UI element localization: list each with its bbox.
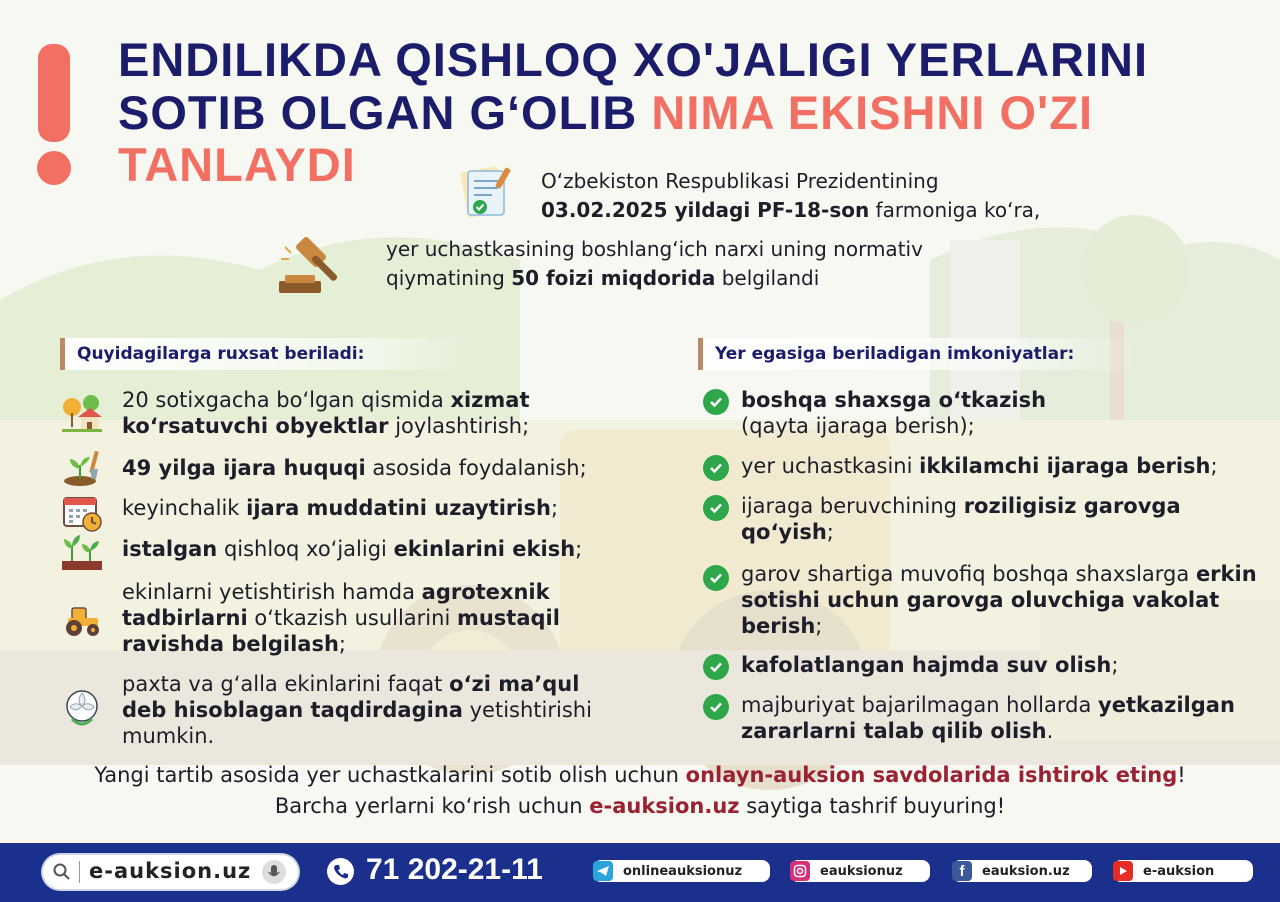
check-icon <box>703 654 729 680</box>
auction-link[interactable]: onlayn-auksion savdolarida ishtirok eting <box>685 763 1178 787</box>
left-item-1: 20 sotixgacha bo‘lgan qismida xizmat ko‘rsatuvchi obyektlar joylashtirish; <box>122 388 530 438</box>
seedling-shovel-icon <box>62 447 102 487</box>
sprouts-icon <box>62 531 102 571</box>
left-item-5: ekinlarni yetishtirish hamda agrotexnik tadbirlarni o‘tkazish usullarini mustaqil ravishda belgilash; <box>122 580 560 656</box>
check-icon <box>703 495 729 521</box>
website-link[interactable]: e-auksion.uz <box>589 794 740 818</box>
youtube-link[interactable]: e-auksion <box>1113 860 1253 882</box>
right-section-title: Yer egasiga beriladigan imkoniyatlar: <box>698 338 1138 370</box>
exclamation-bar-icon <box>38 44 70 142</box>
right-item-2: yer uchastkasini ikkilamchi ijaraga berish; <box>741 454 1218 478</box>
trees-house-icon <box>62 393 102 433</box>
youtube-icon <box>1113 861 1133 881</box>
search-icon <box>53 863 71 881</box>
right-item-5: kafolatlangan hajmda suv olish; <box>741 653 1119 677</box>
microphone-icon[interactable] <box>262 860 286 884</box>
document-icon <box>458 163 520 221</box>
cotton-icon <box>62 689 102 729</box>
phone-icon <box>327 858 354 885</box>
headline-line1: ENDILIKDA QISHLOQ XO'JALIGI YERLARINI <box>118 33 1149 86</box>
left-section-title: Quyidagilarga ruxsat beriladi: <box>60 338 480 370</box>
check-icon <box>703 389 729 415</box>
check-icon <box>703 455 729 481</box>
left-item-4: istalgan qishloq xo‘jaligi ekinlarini ekish; <box>122 537 583 561</box>
tractor-icon <box>62 598 102 638</box>
instagram-link[interactable]: eauksionuz <box>790 860 930 882</box>
facebook-icon: f <box>952 861 972 881</box>
right-item-6: majburiyat bajarilmagan hollarda yetkazilgan zararlarni talab qilib olish. <box>741 693 1235 743</box>
search-text: e-auksion.uz <box>89 859 252 883</box>
check-icon <box>703 694 729 720</box>
decree-line1: O‘zbekiston Respublikasi Prezidentining <box>541 169 939 193</box>
exclamation-dot-icon <box>37 151 71 185</box>
cta-line2: Barcha yerlarni ko‘rish uchun e-auksion.uz saytiga tashrif buyuring! <box>274 794 1006 818</box>
decree-line3: yer uchastkasining boshlang‘ich narxi uning normativ <box>386 237 923 261</box>
telegram-icon <box>593 861 613 881</box>
right-item-1: boshqa shaxsga o‘tkazish (qayta ijaraga berish); <box>741 388 1047 438</box>
search-bar[interactable] <box>43 855 298 889</box>
left-item-3: keyinchalik ijara muddatini uzaytirish; <box>122 496 559 520</box>
decree-line2: 03.02.2025 yildagi PF-18-son farmoniga ko‘ra, <box>541 198 1041 222</box>
headline-line3: TANLAYDI <box>118 138 356 191</box>
instagram-icon <box>790 861 810 881</box>
left-item-6: paxta va g‘alla ekinlarini faqat o‘zi ma’qul deb hisoblagan taqdirdagina yetishtirishi mumkin. <box>122 672 592 748</box>
gavel-icon <box>275 233 347 297</box>
left-item-2: 49 yilga ijara huquqi asosida foydalanish; <box>122 456 587 480</box>
search-divider <box>79 861 80 883</box>
telegram-link[interactable]: onlineauksionuz <box>593 860 770 882</box>
cta-line1: Yangi tartib asosida yer uchastkalarini sotib olish uchun onlayn-auksion savdolarida ishtirok eting! <box>94 763 1186 787</box>
decree-line4: qiymatining 50 foizi miqdorida belgilandi <box>386 266 820 290</box>
facebook-link[interactable]: eauksion.uz <box>952 860 1092 882</box>
headline-line2: SOTIB OLGAN G‘OLIB NIMA EKISHNI O'ZI <box>118 86 1093 139</box>
calendar-clock-icon <box>62 492 102 532</box>
footer-bar <box>0 843 1280 902</box>
right-item-3: ijaraga beruvchining roziligisiz garovga qo‘yish; <box>741 494 1181 544</box>
phone-number[interactable]: 71 202-21-11 <box>366 853 543 886</box>
right-item-4: garov shartiga muvofiq boshqa shaxslarga erkin sotishi uchun garovga oluvchiga vakolat berish; <box>741 562 1257 638</box>
check-icon <box>703 565 729 591</box>
